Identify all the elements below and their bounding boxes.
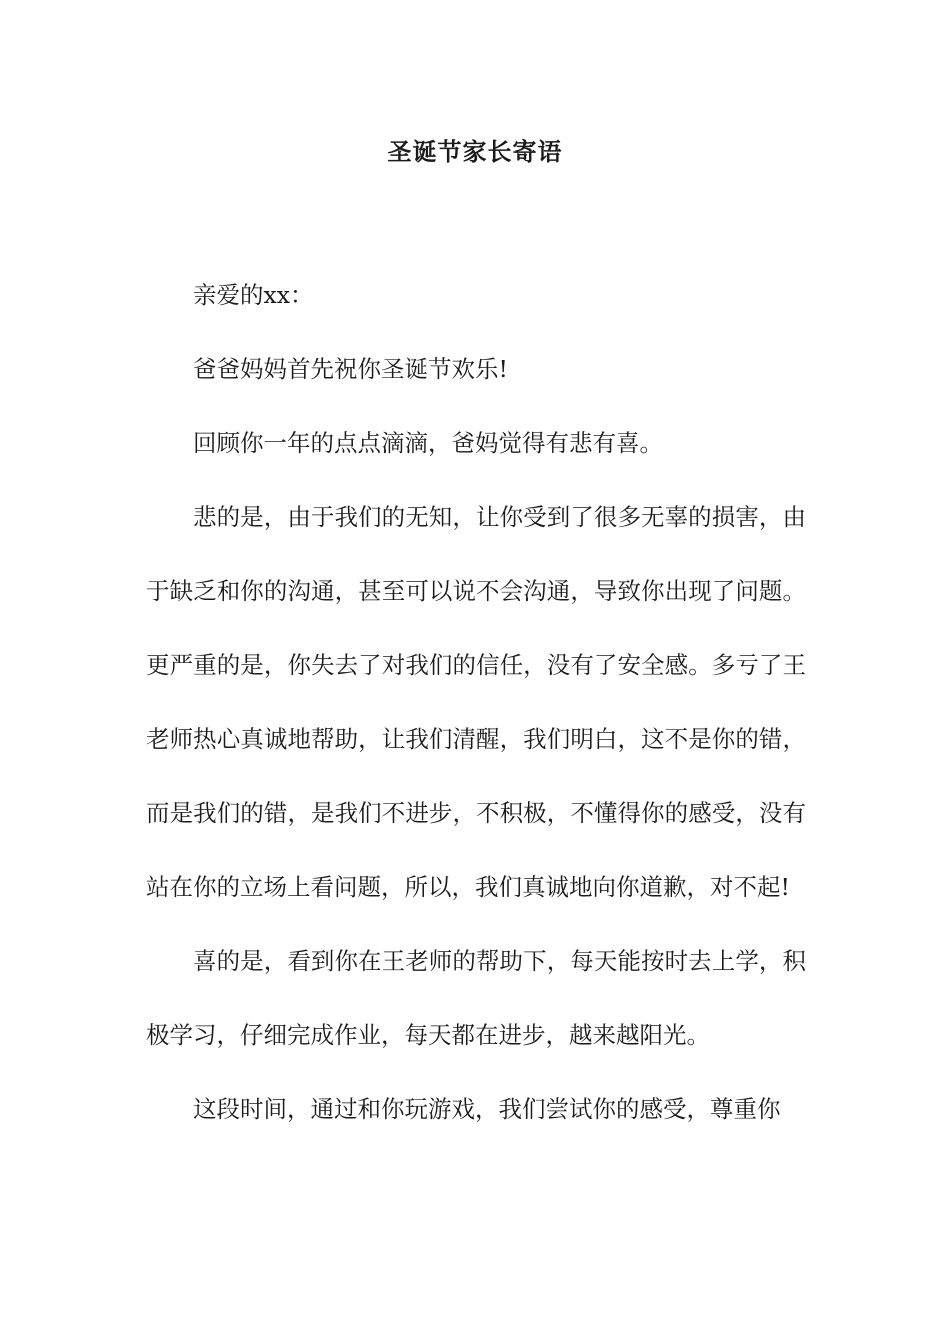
- greeting-paragraph: 爸爸妈妈首先祝你圣诞节欢乐!: [193, 355, 508, 383]
- joy-paragraph: 喜的是，看到你在王老师的帮助下，每天能按时去上学，积极学习，仔细完成作业，每天都在进步，越来越阳光。: [146, 947, 806, 1049]
- sadness-paragraph: 悲的是，由于我们的无知，让你受到了很多无辜的损害，由于缺乏和你的沟通，甚至可以说不会沟通，导致你出现了问题。更严重的是，你失去了对我们的信任，没有了安全感。多亏了王老师热心真诚地帮助，让我们清醒，我们明白，这不是你的错，而是我们的错，是我们不进步，不积极，不懂得你的感受，没有站在你的立场上看问题，所以，我们真诚地向你道歉，对不起!: [146, 503, 806, 901]
- review-paragraph: 回顾你一年的点点滴滴，爸妈觉得有悲有喜。: [193, 429, 663, 457]
- document-title: 圣诞节家长寄语: [387, 137, 563, 166]
- salutation-paragraph: 亲爱的xx：: [193, 281, 314, 309]
- document-body: [146, 258, 806, 1146]
- recent-time-paragraph: 这段时间，通过和你玩游戏，我们尝试你的感受，尊重你: [193, 1095, 781, 1123]
